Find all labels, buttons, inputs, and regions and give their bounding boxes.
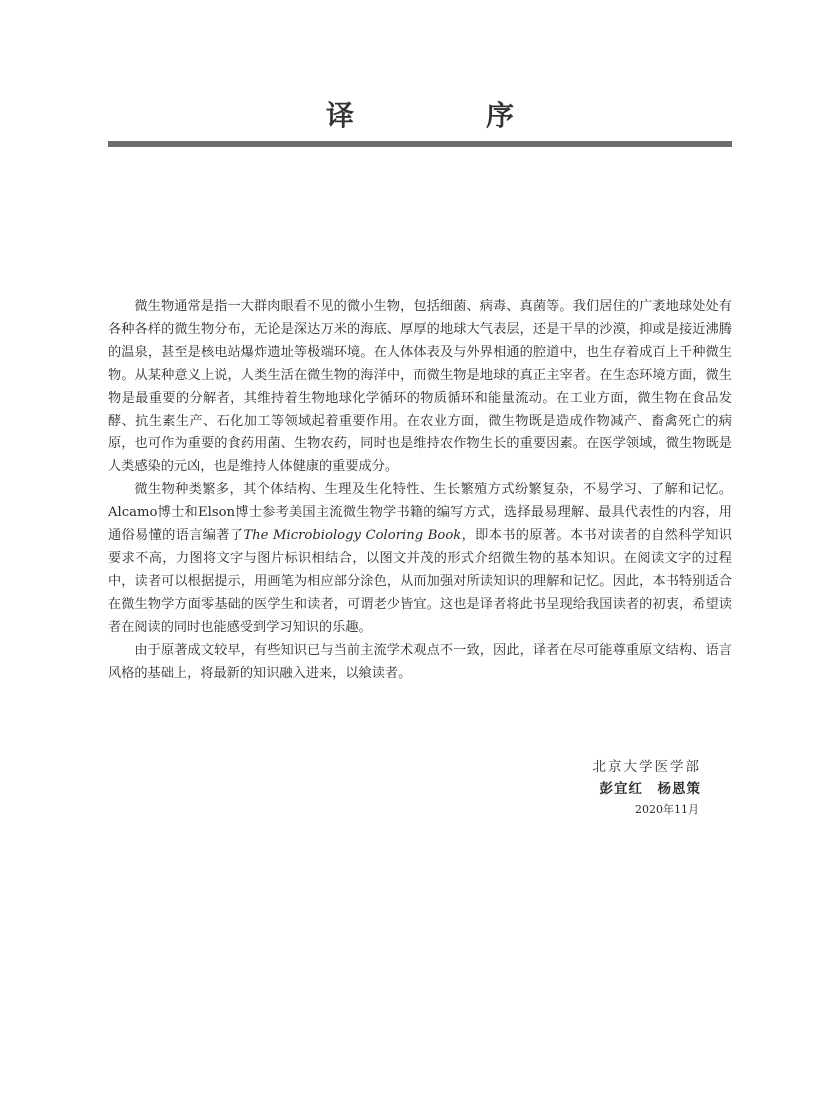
page-title: 译 序: [325, 99, 566, 132]
paragraph-2: [108, 479, 732, 639]
signature-date: 2020年11月: [635, 803, 699, 816]
book-title: The Microbiology Coloring Book: [243, 528, 462, 544]
signature-translators: 彭宜红 杨恩策: [599, 781, 701, 797]
paragraph-1: 微生物通常是指一大群肉眼看不见的微小生物，包括细菌、病毒、真菌等。我们居住的广袤地球处处有各种各样的微生物分布，无论是深达万米的海底、厚厚的地球大气表层，还是干旱的沙漠，抑或是接近沸腾的温泉，甚至是核电站爆炸遗址等极端环境。在人体体表及与外界相通的腔道中，也生存着成百上千种微生物。从某种意义上说，人类生活在微生物的海洋中，而微生物是地球的真正主宰者。在生态环境方面，微生物是最重要的分解者，其维持着生物地球化学循环的物质循环和能量流动。在工业方面，微生物在食品发酵、抗生素生产、石化加工等领域起着重要作用。在农业方面，微生物既是造成作物减产、畜禽死亡的病原，也可作为重要的食药用菌、生物农药，同时也是维持农作物生长的重要因素。在医学领域，微生物既是人类感染的元凶，也是维持人体健康的重要成分。: [108, 299, 732, 475]
preface-body: [108, 296, 732, 685]
paragraph-3: 由于原著成文较早，有些知识已与当前主流学术观点不一致，因此，译者在尽可能尊重原文结构、语言风格的基础上，将最新的知识融入进来，以飨读者。: [108, 642, 732, 681]
paragraph-2-part-1: 微生物种类繁多，其个体结构、生理及生化特性、生长繁殖方式纷繁复杂，不易学习、了解和记忆。Alcamo博士和Elson博士参考美国主流微生物学书籍的编写方式，选择最易理解、最具代表性的内容，用通俗易懂的语言编著了: [108, 482, 732, 544]
signature-institution: 北京大学医学部: [592, 759, 701, 775]
signature-block: [593, 756, 702, 820]
paragraph-2-part-2: ，即本书的原著。本书对读者的自然科学知识要求不高，力图将文字与图片标识相结合，以图文并茂的形式介绍微生物的基本知识。在阅读文字的过程中，读者可以根据提示，用画笔为相应部分涂色，从而加强对所读知识的理解和记忆。因此，本书特别适合在微生物学方面零基础的医学生和读者，可谓老少皆宜。这也是译者将此书呈现给我国读者的初衷，希望读者在阅读的同时也能感受到学习知识的乐趣。: [108, 528, 732, 635]
title-rule: [108, 141, 732, 147]
